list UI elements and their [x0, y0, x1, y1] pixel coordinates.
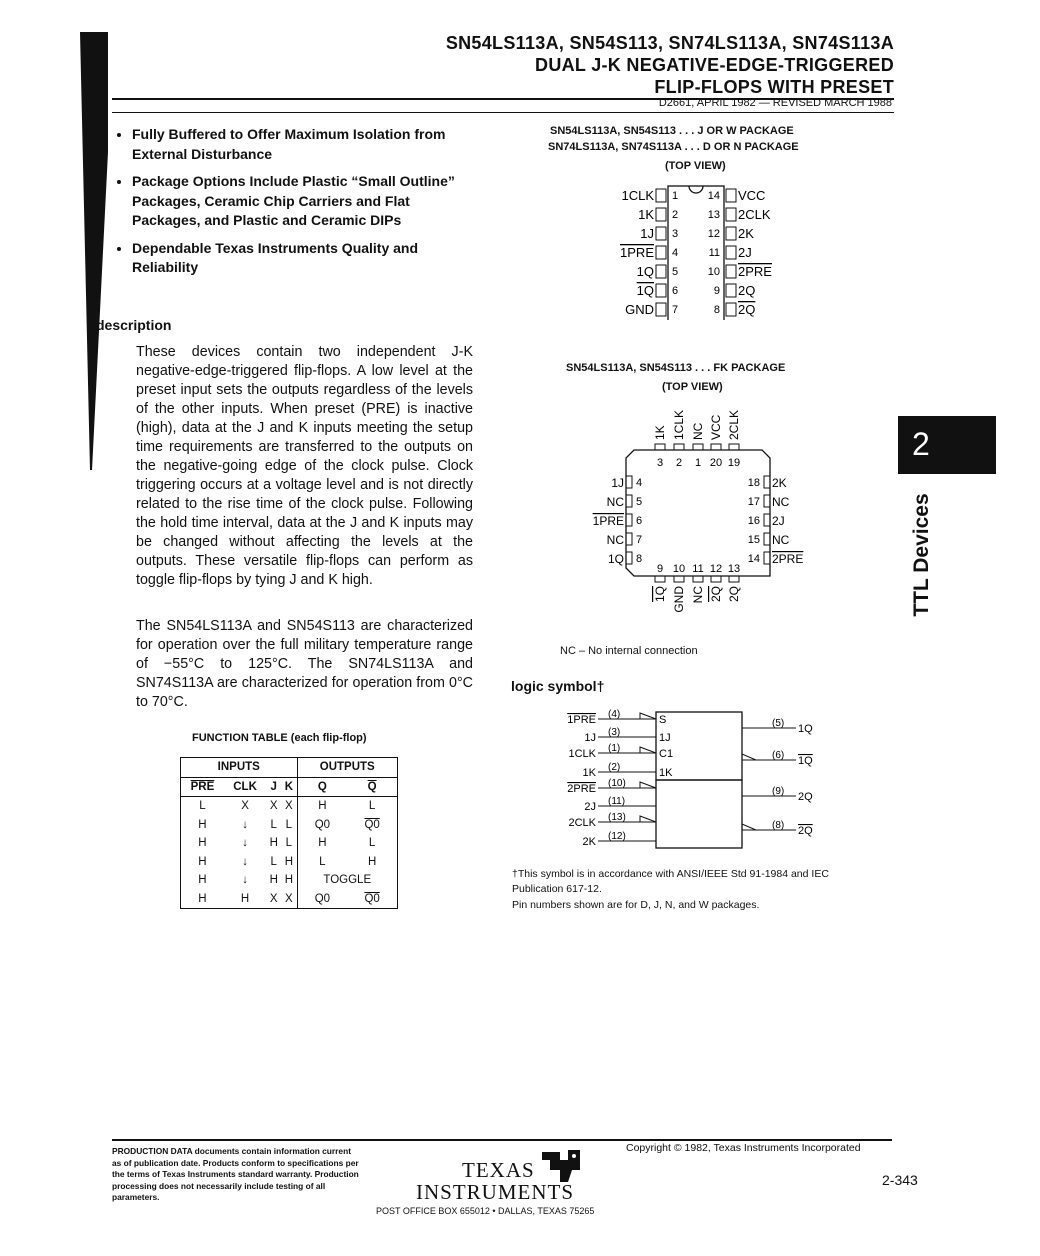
col-header-k: K — [281, 777, 297, 797]
cell: H — [318, 837, 327, 850]
fk-pin-label: GND — [672, 586, 686, 613]
logic-output-label: 1Q — [798, 723, 813, 735]
fk-package-title: SN54LS113A, SN54S113 . . . FK PACKAGE — [566, 362, 786, 374]
fk-pin — [626, 533, 632, 545]
table-row — [181, 834, 398, 853]
fk-pin — [674, 444, 684, 450]
logic-pin-number: (2) — [608, 762, 621, 773]
cell: X — [269, 892, 278, 905]
fk-pin-label: NC — [691, 586, 705, 604]
cell: X — [281, 797, 297, 816]
cell: L — [270, 818, 277, 831]
ti-brand-line1: TEXAS — [462, 1158, 535, 1182]
dip-pin — [726, 189, 736, 202]
dip-pin-number: 2 — [672, 209, 679, 221]
footer-rule — [112, 1139, 892, 1141]
cell: Q0 — [314, 818, 331, 831]
dip-package-view: (TOP VIEW) — [665, 160, 726, 172]
col-header-pre: $\overline{PRE}$ — [181, 777, 224, 797]
cell: H — [240, 892, 250, 905]
dip-pin-number: 7 — [672, 304, 679, 316]
cell: H — [198, 892, 207, 905]
doc-reference: D2661, APRIL 1982 — REVISED MARCH 1988 — [658, 97, 892, 109]
dip-package-title-2: SN74LS113A, SN74S113A . . . D OR N PACKAGE — [548, 141, 799, 153]
fk-pin-number: 19 — [727, 457, 741, 469]
cell: L — [368, 837, 376, 850]
logic-output-label: 2Q — [798, 791, 813, 803]
cell: L — [281, 834, 297, 853]
dip-pin-number: 6 — [672, 285, 679, 297]
feature-list — [112, 125, 482, 286]
logic-input-label: 1J — [584, 732, 596, 744]
cell: H — [367, 855, 377, 868]
col-header-qbar: $\overline{Q}$ — [347, 777, 397, 797]
function-table — [180, 757, 398, 909]
cell: H — [198, 874, 207, 887]
cell: H — [198, 855, 207, 868]
description-heading: description — [96, 317, 172, 333]
dip-pin-label: 1Q — [636, 264, 654, 279]
cell: ↓ — [242, 874, 248, 887]
dip-pin — [726, 246, 736, 259]
fk-pin-label: 2Q — [709, 586, 723, 603]
cell: L — [319, 855, 326, 868]
fk-pin — [626, 552, 632, 564]
section-tab-number: 2 — [912, 426, 930, 462]
fk-pin-number: 10 — [672, 563, 686, 575]
dip-pin — [656, 265, 666, 278]
fk-pin-label: 2CLK — [727, 409, 741, 440]
cell: H — [269, 874, 278, 887]
logic-function-label: 1K — [659, 767, 673, 779]
feature-item: • Dependable Texas Instruments Quality and Reliability — [132, 239, 482, 278]
dip-pin-label: VCC — [738, 188, 766, 203]
dip-pin-label: 2J — [738, 245, 752, 260]
negation-indicator — [742, 824, 756, 830]
fk-pin-number: 15 — [747, 534, 760, 546]
doc-title-line2: DUAL J-K NEGATIVE-EDGE-TRIGGERED — [535, 55, 894, 75]
fk-pin — [764, 514, 770, 526]
dip-pin-label: 1K — [638, 207, 654, 222]
cell: H — [318, 800, 327, 813]
logic-pin-number: (6) — [772, 750, 785, 761]
dip-pin — [656, 208, 666, 221]
dip-pin-label: 1J — [640, 226, 654, 241]
production-data-notice: PRODUCTION DATA documents contain information current as of publication date. Products conform to specifications per the terms of Texas Instruments standard warranty. Production processing does not necessarily include testing of all parameters. — [112, 1146, 359, 1202]
cell: Q0 — [364, 818, 380, 831]
ti-brand-line2: INSTRUMENTS — [416, 1180, 575, 1204]
fk-pinout-diagram — [570, 400, 810, 630]
cell: L — [368, 800, 376, 813]
fk-pin — [655, 576, 665, 582]
cell: Q0 — [364, 892, 380, 905]
logic-output-label: 1Q — [798, 755, 813, 767]
cell: H — [281, 853, 297, 872]
fk-pin-number: 16 — [747, 515, 760, 527]
cell: ↓ — [242, 837, 248, 850]
description-paragraph-1: These devices contain two independent J-K negative-edge-triggered flip-flops. A low level at the preset input sets the outputs regardless of the levels of the other inputs. When preset (PRE) is inactive (high), data at the J and K inputs meeting the setup time requirements are transferred to the outputs on the negative-going edge of the clock pulse. Clock triggering occurs at a voltage level and is not directly related to the rise time of the clock pulse. Following the hold time interval, data at the J and K inputs may be changed without affecting the levels at the outputs. These versatile flip-flops can perform as toggle flip-flops by tying J and K high. — [136, 344, 473, 588]
dip-pin — [726, 227, 736, 240]
fk-pin-number: 1 — [694, 457, 702, 469]
dip-pin-label: 1PRE — [620, 245, 654, 260]
fk-pin — [764, 552, 770, 564]
table-row — [181, 890, 398, 909]
fk-pin — [764, 495, 770, 507]
fk-pin — [711, 576, 721, 582]
logic-pin-number: (5) — [772, 718, 785, 729]
fk-pin-number: 7 — [636, 534, 643, 546]
dip-pin — [726, 265, 736, 278]
dip-pin-label: 2CLK — [738, 207, 771, 222]
logic-input-label: 1CLK — [568, 748, 596, 760]
col-header-clk: CLK — [224, 777, 266, 797]
dip-pin — [726, 284, 736, 297]
footer-address: POST OFFICE BOX 655012 • DALLAS, TEXAS 75265 — [376, 1206, 595, 1216]
dip-pin-label: 2Q — [738, 302, 756, 317]
doc-title-line3: FLIP-FLOPS WITH PRESET — [654, 77, 894, 97]
logic-input-label: 2J — [584, 801, 596, 813]
dip-pin-number: 10 — [707, 266, 720, 278]
logic-function-label: S — [659, 714, 667, 726]
cell: L — [199, 800, 206, 813]
fk-pin — [674, 576, 684, 582]
cell: X — [241, 800, 249, 813]
fk-pin — [764, 476, 770, 488]
logic-footnote-2: Pin numbers shown are for D, J, N, and W packages. — [512, 899, 760, 911]
dip-pin-number: 12 — [707, 228, 720, 240]
fk-pin-label: 1J — [611, 476, 624, 490]
cell: X — [281, 890, 297, 909]
dip-pin-label: GND — [625, 302, 654, 317]
cell: Q0 — [314, 892, 331, 905]
dip-pin — [726, 208, 736, 221]
dip-pin-label: 1CLK — [621, 188, 654, 203]
nc-note: NC – No internal connection — [560, 645, 698, 657]
fk-pin-number: 18 — [747, 477, 760, 489]
logic-input-label: 1K — [582, 767, 596, 779]
fk-pin-label: NC — [606, 533, 624, 547]
fk-pin-label: 2J — [772, 514, 785, 528]
negation-indicator — [640, 713, 656, 719]
fk-pin-label: VCC — [709, 414, 723, 440]
fk-pin-label: 1K — [653, 425, 667, 440]
fk-pin-number: 17 — [747, 496, 760, 508]
table-row — [181, 816, 398, 835]
negation-indicator — [640, 747, 656, 753]
doc-title-line1: SN54LS113A, SN54S113, SN74LS113A, SN74S113A — [445, 33, 894, 53]
fk-pin-number: 13 — [727, 563, 741, 575]
logic-footnote-1: †This symbol is in accordance with ANSI/IEEE Std 91-1984 and IEC Publication 617-12. — [512, 868, 829, 895]
fk-pin — [655, 444, 665, 450]
fk-pin-label: 1Q — [653, 586, 667, 603]
fk-pin-label: 2PRE — [772, 552, 804, 566]
logic-pin-number: (13) — [608, 812, 626, 823]
feature-item: • Package Options Include Plastic “Small Outline” Packages, Ceramic Chip Carriers and Flat Packages, and Plastic and Ceramic DIPs — [132, 172, 482, 231]
function-table-title: FUNCTION TABLE (each flip-flop) — [192, 732, 367, 744]
dip-pin-number: 11 — [708, 247, 720, 259]
logic-input-label: 2K — [582, 836, 596, 848]
logic-pin-number: (1) — [608, 743, 621, 754]
fk-pin — [693, 444, 703, 450]
logic-input-label: 2CLK — [568, 817, 596, 829]
inputs-group-header: INPUTS — [181, 758, 298, 778]
dip-pinout-diagram — [600, 180, 800, 320]
logic-pin-number: (10) — [608, 778, 626, 789]
logic-block-2 — [656, 780, 742, 848]
fk-pin-number: 4 — [636, 477, 643, 489]
fk-pin-label: 2Q — [727, 586, 741, 603]
dip-pin-label: 2Q — [738, 283, 756, 298]
dip-pin-label: 2PRE — [738, 264, 772, 279]
dip-pin-number: 4 — [672, 247, 679, 259]
description-paragraph-2: The SN54LS113A and SN54S113 are characterized for operation over the full military temperature range of −55°C to 125°C. The SN74LS113A and SN74S113A are characterized for operation from 0°C to 70°C. — [136, 618, 473, 710]
dip-pin-number: 14 — [707, 190, 720, 202]
header-rule-2 — [112, 112, 894, 113]
fk-pin — [626, 495, 632, 507]
fk-pin-label: 2K — [772, 476, 787, 490]
dip-pin-number: 9 — [713, 285, 720, 297]
fk-pin-number: 3 — [656, 457, 664, 469]
logic-input-label: 2PRE — [567, 783, 596, 795]
fk-pin — [729, 576, 739, 582]
dip-pin — [656, 284, 666, 297]
logic-output-label: 2Q — [798, 825, 813, 837]
feature-item: • Fully Buffered to Offer Maximum Isolation from External Disturbance — [132, 125, 482, 164]
fk-pin-number: 14 — [747, 553, 760, 565]
fk-pin-label: 1CLK — [672, 409, 686, 440]
fk-pin — [693, 576, 703, 582]
page-number: 2-343 — [882, 1172, 918, 1188]
cell: H — [269, 837, 278, 850]
copyright-notice: Copyright © 1982, Texas Instruments Incorporated — [626, 1142, 861, 1154]
cell: TOGGLE — [323, 874, 372, 887]
fk-pin-number: 2 — [675, 457, 683, 469]
fk-pin-number: 9 — [656, 563, 664, 575]
logic-pin-number: (4) — [608, 709, 621, 720]
fk-pin-label: 1Q — [607, 552, 624, 566]
section-tab-label: TTL Devices — [910, 493, 933, 617]
negation-indicator — [742, 754, 756, 760]
col-header-j: J — [266, 777, 281, 797]
logic-symbol-heading: logic symbol† — [511, 678, 605, 694]
logic-pin-number: (12) — [608, 831, 626, 842]
fk-pin — [626, 514, 632, 526]
dip-pin-label: 1Q — [636, 283, 654, 298]
fk-pin — [729, 444, 739, 450]
cell: ↓ — [242, 818, 248, 831]
fk-pin — [764, 533, 770, 545]
negation-indicator — [640, 816, 656, 822]
dip-pin-number: 8 — [713, 304, 720, 316]
negation-indicator — [640, 782, 656, 788]
dip-pin — [726, 303, 736, 316]
logic-pin-number: (11) — [608, 796, 626, 807]
dip-pin-number: 1 — [672, 190, 679, 202]
col-header-q: Q — [297, 777, 347, 797]
fk-pin-number: 20 — [709, 457, 723, 469]
dip-notch — [689, 186, 703, 193]
cell: L — [281, 816, 297, 835]
fk-pin-label: NC — [772, 533, 790, 547]
table-row — [181, 853, 398, 872]
fk-pin-number: 12 — [709, 563, 723, 575]
fk-pin — [711, 444, 721, 450]
dip-pin-number: 13 — [707, 209, 720, 221]
outputs-group-header: OUTPUTS — [297, 758, 397, 778]
logic-pin-number: (3) — [608, 727, 621, 738]
dip-pin — [656, 227, 666, 240]
fk-pin-number: 5 — [636, 496, 643, 508]
dip-pin — [656, 303, 666, 316]
table-row — [181, 797, 398, 816]
page-edge-wedge — [80, 32, 110, 472]
table-row — [181, 871, 398, 890]
dip-pin-number: 3 — [672, 228, 679, 240]
logic-input-label: 1PRE — [567, 714, 596, 726]
cell: L — [270, 855, 277, 868]
dip-package-title-1: SN54LS113A, SN54S113 . . . J OR W PACKAGE — [550, 125, 794, 137]
fk-pin-label: 1PRE — [592, 514, 624, 528]
dip-pin-number: 5 — [672, 266, 679, 278]
dip-pin — [656, 189, 666, 202]
dip-pin — [656, 246, 666, 259]
dip-pin-label: 2K — [738, 226, 754, 241]
cell: H — [281, 871, 297, 890]
fk-pin-label: NC — [691, 422, 705, 440]
cell: ↓ — [242, 855, 248, 868]
cell: H — [198, 818, 207, 831]
logic-symbol-diagram — [540, 700, 840, 860]
logic-function-label: C1 — [659, 748, 674, 760]
fk-package-view: (TOP VIEW) — [662, 381, 723, 393]
logic-pin-number: (9) — [772, 786, 785, 797]
fk-pin-label: NC — [772, 495, 790, 509]
cell: H — [198, 837, 207, 850]
fk-pin-label: NC — [606, 495, 624, 509]
fk-pin — [626, 476, 632, 488]
fk-pin-number: 11 — [692, 563, 704, 575]
logic-function-label: 1J — [659, 732, 671, 744]
fk-pin-number: 8 — [636, 553, 643, 565]
fk-pin-number: 6 — [636, 515, 643, 527]
logic-pin-number: (8) — [772, 820, 785, 831]
cell: X — [269, 800, 278, 813]
